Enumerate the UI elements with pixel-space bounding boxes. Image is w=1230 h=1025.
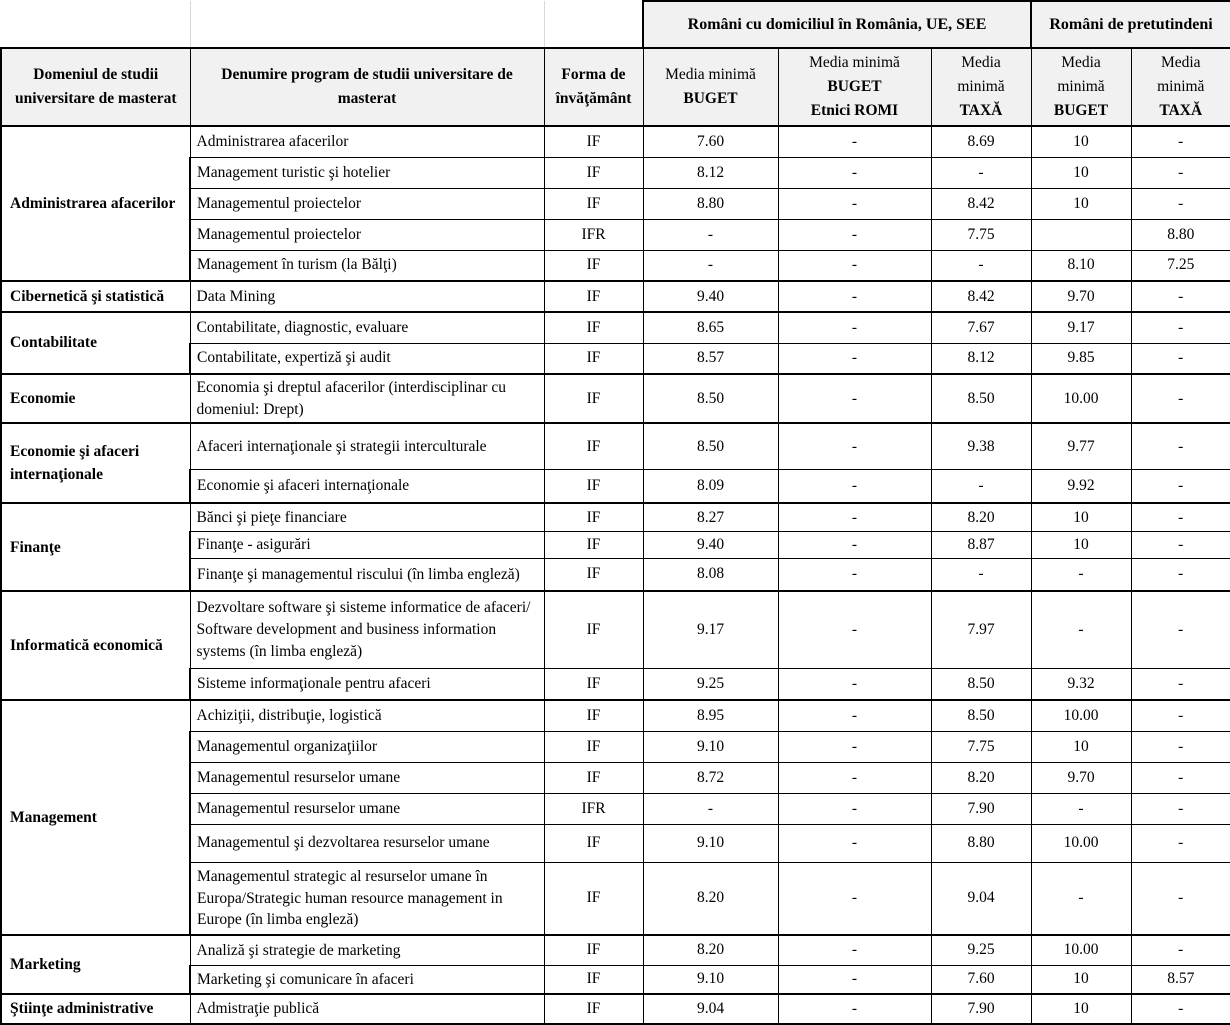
pret-buget-cell: 10 [1031, 503, 1131, 531]
form-cell: IF [544, 668, 643, 700]
buget-label: BUGET [683, 90, 738, 108]
taxa-label: TAXĂ [1159, 102, 1203, 120]
taxa-cell: 8.20 [931, 503, 1031, 531]
program-cell: Administrarea afacerilor [190, 126, 544, 157]
column-header-program-label: Denumire program de studii universitare de masterat [221, 66, 513, 108]
column-header-taxa [931, 48, 1031, 126]
pret-taxa-cell: - [1131, 157, 1230, 188]
column-header-form [544, 48, 643, 126]
table-row [1, 423, 1230, 469]
romi-cell: - [778, 281, 931, 312]
taxa-cell: 8.50 [931, 700, 1031, 731]
pret-buget-cell: 9.70 [1031, 281, 1131, 312]
buget-cell: 9.40 [643, 281, 778, 312]
form-cell: IF [544, 700, 643, 731]
program-cell: Analiză şi strategie de marketing [190, 935, 544, 965]
table-row [1, 700, 1230, 731]
program-cell: Contabilitate, expertiză şi audit [190, 343, 544, 374]
taxa-cell: 9.25 [931, 935, 1031, 965]
column-header-row [1, 48, 1230, 126]
pret-taxa-cell: - [1131, 700, 1230, 731]
program-cell: Managementul resurselor umane [190, 793, 544, 824]
taxa-cell: 7.97 [931, 591, 1031, 668]
domain-group-economie-afaceri-internationale [1, 423, 1230, 503]
domain-group-cibernetica [1, 281, 1230, 312]
form-cell: IF [544, 126, 643, 157]
pret-taxa-cell: - [1131, 343, 1230, 374]
form-cell: IF [544, 312, 643, 343]
buget-cell: 9.10 [643, 824, 778, 862]
pret-buget-cell: 10 [1031, 531, 1131, 558]
taxa-cell: 7.67 [931, 312, 1031, 343]
pret-buget-cell: 9.17 [1031, 312, 1131, 343]
taxa-label: TAXĂ [959, 102, 1003, 120]
group-header-row [1, 1, 1230, 48]
pret-buget-cell: 10.00 [1031, 935, 1131, 965]
program-cell: Economia şi dreptul afacerilor (interdisciplinar cu domeniul: Drept) [190, 374, 544, 423]
form-cell: IF [544, 250, 643, 281]
program-cell: Management turistic şi hotelier [190, 157, 544, 188]
domain-cell: Management [1, 700, 190, 935]
pret-buget-cell: 10 [1031, 965, 1131, 994]
empty-cell [190, 1, 544, 48]
romi-cell: - [778, 793, 931, 824]
taxa-cell: 8.50 [931, 374, 1031, 423]
taxa-cell: 8.87 [931, 531, 1031, 558]
program-cell: Finanţe - asigurări [190, 531, 544, 558]
form-cell: IF [544, 423, 643, 469]
pret-taxa-cell: 8.57 [1131, 965, 1230, 994]
domain-group-marketing [1, 935, 1230, 994]
pret-buget-cell: 9.85 [1031, 343, 1131, 374]
romi-cell: - [778, 994, 931, 1024]
taxa-cell: - [931, 558, 1031, 591]
pret-taxa-cell: - [1131, 312, 1230, 343]
romi-cell: - [778, 591, 931, 668]
table-row [1, 503, 1230, 531]
romi-cell: - [778, 157, 931, 188]
romi-cell: - [778, 469, 931, 503]
form-cell: IF [544, 965, 643, 994]
column-header-domain [1, 48, 190, 126]
pret-buget-cell: 10 [1031, 188, 1131, 219]
taxa-cell: 9.38 [931, 423, 1031, 469]
pret-buget-cell: 10 [1031, 731, 1131, 762]
domain-cell: Cibernetică şi statistică [1, 281, 190, 312]
program-cell: Economie şi afaceri internaţionale [190, 469, 544, 503]
pret-buget-cell: 10.00 [1031, 374, 1131, 423]
program-cell: Data Mining [190, 281, 544, 312]
column-header-buget [643, 48, 778, 126]
form-cell: IF [544, 188, 643, 219]
romi-cell: - [778, 935, 931, 965]
form-cell: IF [544, 469, 643, 503]
buget-cell: 9.10 [643, 731, 778, 762]
pret-taxa-cell: - [1131, 862, 1230, 935]
buget-label: BUGET [1053, 102, 1109, 120]
romi-cell: - [778, 731, 931, 762]
group-header-pretutindeni: Români de pretutindeni [1031, 1, 1230, 48]
pret-taxa-cell: - [1131, 188, 1230, 219]
group-header-romania: Români cu domiciliul în România, UE, SEE [643, 1, 1031, 48]
romi-cell: - [778, 312, 931, 343]
form-cell: IF [544, 824, 643, 862]
form-cell: IF [544, 558, 643, 591]
buget-cell: 8.12 [643, 157, 778, 188]
pret-buget-cell [1031, 219, 1131, 250]
taxa-cell: 7.75 [931, 219, 1031, 250]
form-cell: IFR [544, 219, 643, 250]
media-minima-label: Media minimă [665, 66, 756, 83]
program-cell: Managementul proiectelor [190, 219, 544, 250]
domain-group-management [1, 700, 1230, 935]
pret-buget-cell: 9.92 [1031, 469, 1131, 503]
program-cell: Sisteme informaţionale pentru afaceri [190, 668, 544, 700]
pret-taxa-cell: - [1131, 374, 1230, 423]
program-cell: Admistraţie publică [190, 994, 544, 1024]
taxa-cell: - [931, 157, 1031, 188]
table-row [1, 994, 1230, 1024]
program-cell: Management în turism (la Bălţi) [190, 250, 544, 281]
taxa-cell: 8.12 [931, 343, 1031, 374]
table-row [1, 281, 1230, 312]
form-cell: IF [544, 591, 643, 668]
buget-cell: 9.04 [643, 994, 778, 1024]
media-minima-label: Media minimă [1057, 54, 1105, 96]
form-cell: IF [544, 935, 643, 965]
pret-taxa-cell: - [1131, 469, 1230, 503]
taxa-cell: 9.04 [931, 862, 1031, 935]
pret-taxa-cell: - [1131, 281, 1230, 312]
form-cell: IF [544, 762, 643, 793]
domain-group-stiinte-administrative [1, 994, 1230, 1024]
buget-cell: 8.95 [643, 700, 778, 731]
pret-taxa-cell: - [1131, 591, 1230, 668]
taxa-cell: - [931, 469, 1031, 503]
table-row [1, 374, 1230, 423]
pret-taxa-cell: 7.25 [1131, 250, 1230, 281]
taxa-cell: 8.50 [931, 668, 1031, 700]
pret-taxa-cell: - [1131, 668, 1230, 700]
buget-cell: - [643, 219, 778, 250]
buget-cell: 9.25 [643, 668, 778, 700]
program-cell: Managementul organizaţiilor [190, 731, 544, 762]
buget-cell: 8.20 [643, 862, 778, 935]
buget-label: BUGET [827, 78, 882, 96]
form-cell: IF [544, 503, 643, 531]
buget-cell: 8.20 [643, 935, 778, 965]
domain-group-economie [1, 374, 1230, 423]
pret-buget-cell: 9.70 [1031, 762, 1131, 793]
romi-cell: - [778, 965, 931, 994]
column-header-buget-romi [778, 48, 931, 126]
program-cell: Finanţe şi managementul riscului (în limba engleză) [190, 558, 544, 591]
buget-cell: - [643, 250, 778, 281]
pret-taxa-cell: - [1131, 762, 1230, 793]
pret-taxa-cell: - [1131, 731, 1230, 762]
domain-cell: Marketing [1, 935, 190, 994]
form-cell: IF [544, 862, 643, 935]
domain-cell: Administrarea afacerilor [1, 126, 190, 281]
program-cell: Afaceri internaţionale şi strategii interculturale [190, 423, 544, 469]
pret-taxa-cell: - [1131, 503, 1230, 531]
romi-cell: - [778, 126, 931, 157]
program-cell: Bănci şi pieţe financiare [190, 503, 544, 531]
romi-cell: - [778, 188, 931, 219]
buget-cell: 9.17 [643, 591, 778, 668]
form-cell: IF [544, 343, 643, 374]
domain-cell: Contabilitate [1, 312, 190, 374]
column-header-pret-buget [1031, 48, 1131, 126]
domain-group-contabilitate [1, 312, 1230, 374]
romi-cell: - [778, 374, 931, 423]
buget-cell: 8.72 [643, 762, 778, 793]
buget-cell: - [643, 793, 778, 824]
buget-cell: 9.10 [643, 965, 778, 994]
program-cell: Marketing şi comunicare în afaceri [190, 965, 544, 994]
buget-cell: 8.27 [643, 503, 778, 531]
pret-buget-cell: 10.00 [1031, 824, 1131, 862]
romi-cell: - [778, 862, 931, 935]
taxa-cell: 7.90 [931, 793, 1031, 824]
taxa-cell: 8.69 [931, 126, 1031, 157]
taxa-cell: 7.60 [931, 965, 1031, 994]
pret-buget-cell: 10.00 [1031, 700, 1131, 731]
program-cell: Managementul şi dezvoltarea resurselor umane [190, 824, 544, 862]
romi-cell: - [778, 503, 931, 531]
form-cell: IF [544, 531, 643, 558]
pret-buget-cell: 10 [1031, 126, 1131, 157]
table-row [1, 312, 1230, 343]
pret-taxa-cell: 8.80 [1131, 219, 1230, 250]
domain-cell: Ştiinţe administrative [1, 994, 190, 1024]
buget-cell: 9.40 [643, 531, 778, 558]
romi-cell: - [778, 824, 931, 862]
taxa-cell: 7.75 [931, 731, 1031, 762]
pret-buget-cell: - [1031, 558, 1131, 591]
domain-cell: Informatică economică [1, 591, 190, 700]
buget-cell: 8.50 [643, 374, 778, 423]
pret-taxa-cell: - [1131, 531, 1230, 558]
romi-cell: - [778, 219, 931, 250]
taxa-cell: 8.20 [931, 762, 1031, 793]
table-row [1, 591, 1230, 668]
form-cell: IF [544, 731, 643, 762]
program-cell: Managementul strategic al resurselor umane în Europa/Strategic human resource management in Europe (în limba engleză) [190, 862, 544, 935]
buget-cell: 8.50 [643, 423, 778, 469]
buget-cell: 8.65 [643, 312, 778, 343]
column-header-pret-taxa [1131, 48, 1230, 126]
romi-cell: - [778, 700, 931, 731]
buget-cell: 8.09 [643, 469, 778, 503]
taxa-cell: 7.90 [931, 994, 1031, 1024]
domain-group-informatica-economica [1, 591, 1230, 700]
buget-cell: 8.57 [643, 343, 778, 374]
pret-buget-cell: 8.10 [1031, 250, 1131, 281]
pret-buget-cell: - [1031, 862, 1131, 935]
buget-cell: 7.60 [643, 126, 778, 157]
program-cell: Achiziţii, distribuţie, logistică [190, 700, 544, 731]
domain-cell: Economie [1, 374, 190, 423]
column-header-form-label: Forma de învăţământ [555, 66, 632, 108]
pret-buget-cell: 9.77 [1031, 423, 1131, 469]
column-header-domain-label: Domeniul de studii universitare de masterat [14, 66, 177, 108]
pret-taxa-cell: - [1131, 994, 1230, 1024]
media-minima-label: Media minimă [957, 54, 1005, 96]
romi-cell: - [778, 250, 931, 281]
table-header [1, 1, 1230, 126]
empty-cell [1, 1, 190, 48]
romi-cell: - [778, 343, 931, 374]
media-minima-label: Media minimă [809, 54, 900, 71]
pret-taxa-cell: - [1131, 423, 1230, 469]
taxa-cell: 8.80 [931, 824, 1031, 862]
pret-buget-cell: 10 [1031, 994, 1131, 1024]
program-cell: Dezvoltare software şi sisteme informatice de afaceri/ Software development and business information systems (în limba engleză) [190, 591, 544, 668]
program-cell: Managementul proiectelor [190, 188, 544, 219]
form-cell: IF [544, 374, 643, 423]
program-cell: Managementul resurselor umane [190, 762, 544, 793]
domain-group-administrarea-afacerilor [1, 126, 1230, 281]
etnici-romi-label: Etnici ROMI [810, 102, 899, 120]
form-cell: IF [544, 281, 643, 312]
media-minima-label: Media minimă [1157, 54, 1205, 96]
pret-buget-cell: - [1031, 591, 1131, 668]
romi-cell: - [778, 668, 931, 700]
taxa-cell: - [931, 250, 1031, 281]
buget-cell: 8.80 [643, 188, 778, 219]
domain-cell: Economie şi afaceri internaţionale [1, 423, 190, 503]
form-cell: IF [544, 157, 643, 188]
buget-cell: 8.08 [643, 558, 778, 591]
form-cell: IFR [544, 793, 643, 824]
taxa-cell: 8.42 [931, 281, 1031, 312]
taxa-cell: 8.42 [931, 188, 1031, 219]
pret-buget-cell: 10 [1031, 157, 1131, 188]
pret-taxa-cell: - [1131, 935, 1230, 965]
romi-cell: - [778, 762, 931, 793]
empty-cell [544, 1, 643, 48]
pret-buget-cell: 9.32 [1031, 668, 1131, 700]
romi-cell: - [778, 558, 931, 591]
pret-taxa-cell: - [1131, 824, 1230, 862]
romi-cell: - [778, 423, 931, 469]
form-cell: IF [544, 994, 643, 1024]
program-cell: Contabilitate, diagnostic, evaluare [190, 312, 544, 343]
pret-buget-cell: - [1031, 793, 1131, 824]
pret-taxa-cell: - [1131, 558, 1230, 591]
domain-group-finante [1, 503, 1230, 591]
domain-cell: Finanţe [1, 503, 190, 591]
romi-cell: - [778, 531, 931, 558]
pret-taxa-cell: - [1131, 793, 1230, 824]
table-row [1, 935, 1230, 965]
table-row [1, 126, 1230, 157]
column-header-program [190, 48, 544, 126]
pret-taxa-cell: - [1131, 126, 1230, 157]
